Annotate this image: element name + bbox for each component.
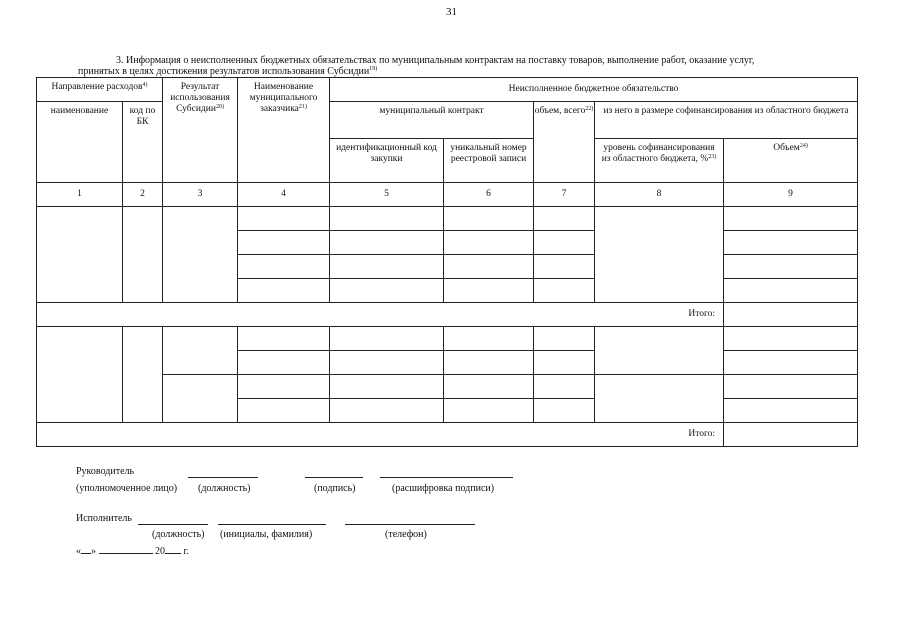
header-zakazchik: Наименование муниципального заказчика$^{21)}$ — [238, 78, 330, 183]
header-napravlenie: Направление расходов$^{4)}$ — [37, 78, 163, 102]
page-number: 31 — [446, 6, 457, 18]
column-numbers-row — [37, 183, 858, 207]
itogo-row — [37, 423, 858, 447]
col-number: 7 — [534, 183, 595, 207]
telefon-caption: (телефон) — [385, 529, 427, 540]
cell-empty — [163, 327, 238, 375]
ispolnitel-label: Исполнитель — [76, 513, 132, 524]
cell-empty — [595, 375, 724, 423]
table-row — [37, 207, 858, 231]
ispolnitel-dolzhnost-line[interactable] — [138, 515, 208, 525]
cell-empty — [163, 207, 238, 303]
header-reestr: уникальный номер реестровой записи — [444, 139, 534, 183]
ispolnitel-fio-line[interactable] — [218, 515, 326, 525]
header-rezultat: Результат использования Субсидии$^{20)}$ — [163, 78, 238, 183]
cell-empty — [37, 207, 123, 303]
header-obem: Объем$^{24)}$ — [724, 139, 858, 183]
obligations-table — [36, 77, 858, 447]
itogo-value — [724, 303, 858, 327]
podpis-line[interactable] — [305, 468, 363, 478]
dolzhnost2-caption: (должность) — [152, 529, 205, 540]
itogo-label: Итого: — [37, 423, 724, 447]
col-number: 9 — [724, 183, 858, 207]
dolzhnost-caption: (должность) — [198, 483, 251, 494]
itogo-row — [37, 303, 858, 327]
cell-empty — [163, 375, 238, 423]
header-obem-vsego: объем, всего$^{22)}$ — [534, 102, 595, 183]
col-number: 6 — [444, 183, 534, 207]
cell-empty — [123, 327, 163, 423]
header-id-kod: идентификационный код закупки — [330, 139, 444, 183]
rasshifrovka-line[interactable] — [380, 468, 513, 478]
col-number: 3 — [163, 183, 238, 207]
telefon-line[interactable] — [345, 515, 475, 525]
col-number: 5 — [330, 183, 444, 207]
col-number: 4 — [238, 183, 330, 207]
header-kontrakt: муниципальный контракт — [330, 102, 534, 139]
date-year-line[interactable] — [165, 545, 181, 554]
upolnomochennoe-label: (уполномоченное лицо) — [76, 483, 178, 494]
date-month-line[interactable] — [99, 545, 153, 554]
initsialy-caption: (инициалы, фамилия) — [220, 529, 313, 540]
col-number: 1 — [37, 183, 123, 207]
rukovoditel-label: Руководитель — [76, 466, 135, 477]
cell-empty — [123, 207, 163, 303]
section-heading — [78, 55, 858, 77]
col-number: 2 — [123, 183, 163, 207]
table-row — [37, 327, 858, 351]
itogo-label: Итого: — [37, 303, 724, 327]
header-iz-nego: из него в размере софинансирования из областного бюджета — [595, 102, 858, 139]
heading-line-1: 3. Информация о неисполненных бюджетных обязательствах по муниципальным контрактам на поставку товаров, выполнение работ, оказание услуг, — [116, 55, 755, 66]
header-neispolnennoe: Неисполненное бюджетное обязательство — [330, 78, 858, 102]
itogo-value — [724, 423, 858, 447]
dolzhnost-line[interactable] — [188, 468, 258, 478]
rasshifrovka-caption: (расшифровка подписи) — [392, 483, 495, 494]
date-line: « » 20 г. — [76, 546, 189, 557]
podpis-caption: (подпись) — [314, 483, 356, 494]
cell-empty — [595, 207, 724, 303]
heading-line-2: принятых в целях достижения результатов использования Субсидии$^{19)}$ — [78, 66, 378, 77]
col-number: 8 — [595, 183, 724, 207]
header-naimenovanie: наименование — [37, 102, 123, 183]
cell-empty — [595, 327, 724, 375]
header-kod-bk: код по БК — [123, 102, 163, 183]
header-uroven: уровень софинансирования из областного бюджета, %$^{23)}$ — [595, 139, 724, 183]
cell-empty — [37, 327, 123, 423]
